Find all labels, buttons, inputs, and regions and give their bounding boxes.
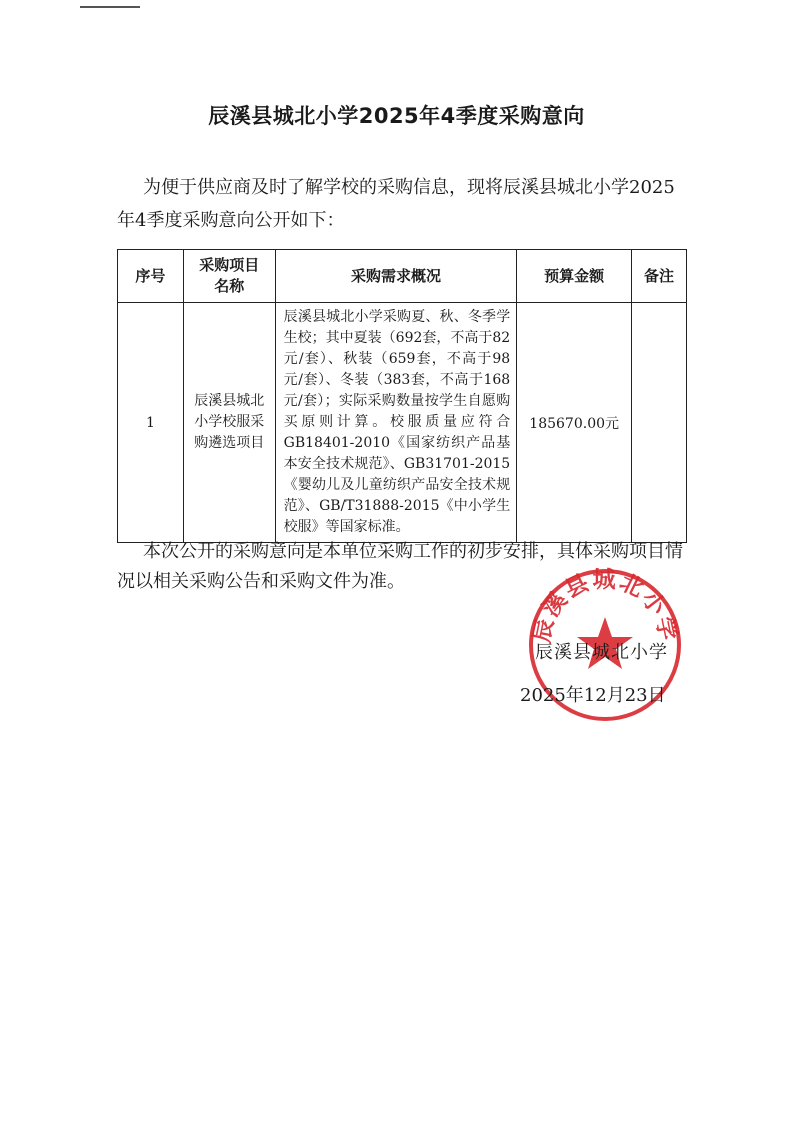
cell-remark xyxy=(632,303,687,543)
header-seq: 序号 xyxy=(118,250,184,303)
table-row xyxy=(118,303,687,543)
cell-needs: 辰溪县城北小学采购夏、秋、冬季学生校；其中夏装（692套，不高于82元/套）、秋装（659套，不高于98元/套）、冬装（383套，不高于168元/套）；实际采购数量按学生自愿购买原则计算。校服质量应符合GB18401-2010《国家纺织产品基本安全技术规范》、GB31701-2015《婴幼儿及儿童纺织产品安全技术规范》、GB/T31888-2015《中小学生校服》等国家标准。 xyxy=(275,303,517,543)
table-header-row xyxy=(118,250,687,303)
signer-name: 辰溪县城北小学 xyxy=(535,642,668,663)
cell-budget: 185670.00元 xyxy=(517,303,632,543)
header-remark: 备注 xyxy=(632,250,687,303)
header-needs: 采购需求概况 xyxy=(275,250,517,303)
procurement-table xyxy=(117,249,687,543)
scan-mark xyxy=(80,6,140,8)
seal-text: 辰溪县城北小学 xyxy=(529,567,681,645)
sign-date: 2025年12月23日 xyxy=(520,685,666,706)
document-title: 辰溪县城北小学2025年4季度采购意向 xyxy=(208,104,585,128)
header-budget: 预算金额 xyxy=(517,250,632,303)
closing-paragraph: 本次公开的采购意向是本单位采购工作的初步安排，具体采购项目情况以相关采购公告和采购文件为准。 xyxy=(117,541,683,592)
cell-seq: 1 xyxy=(118,303,184,543)
header-project: 采购项目名称 xyxy=(183,250,275,303)
cell-project: 辰溪县城北小学校服采购遴选项目 xyxy=(183,303,275,543)
intro-paragraph: 为便于供应商及时了解学校的采购信息，现将辰溪县城北小学2025年4季度采购意向公开如下： xyxy=(117,177,675,231)
